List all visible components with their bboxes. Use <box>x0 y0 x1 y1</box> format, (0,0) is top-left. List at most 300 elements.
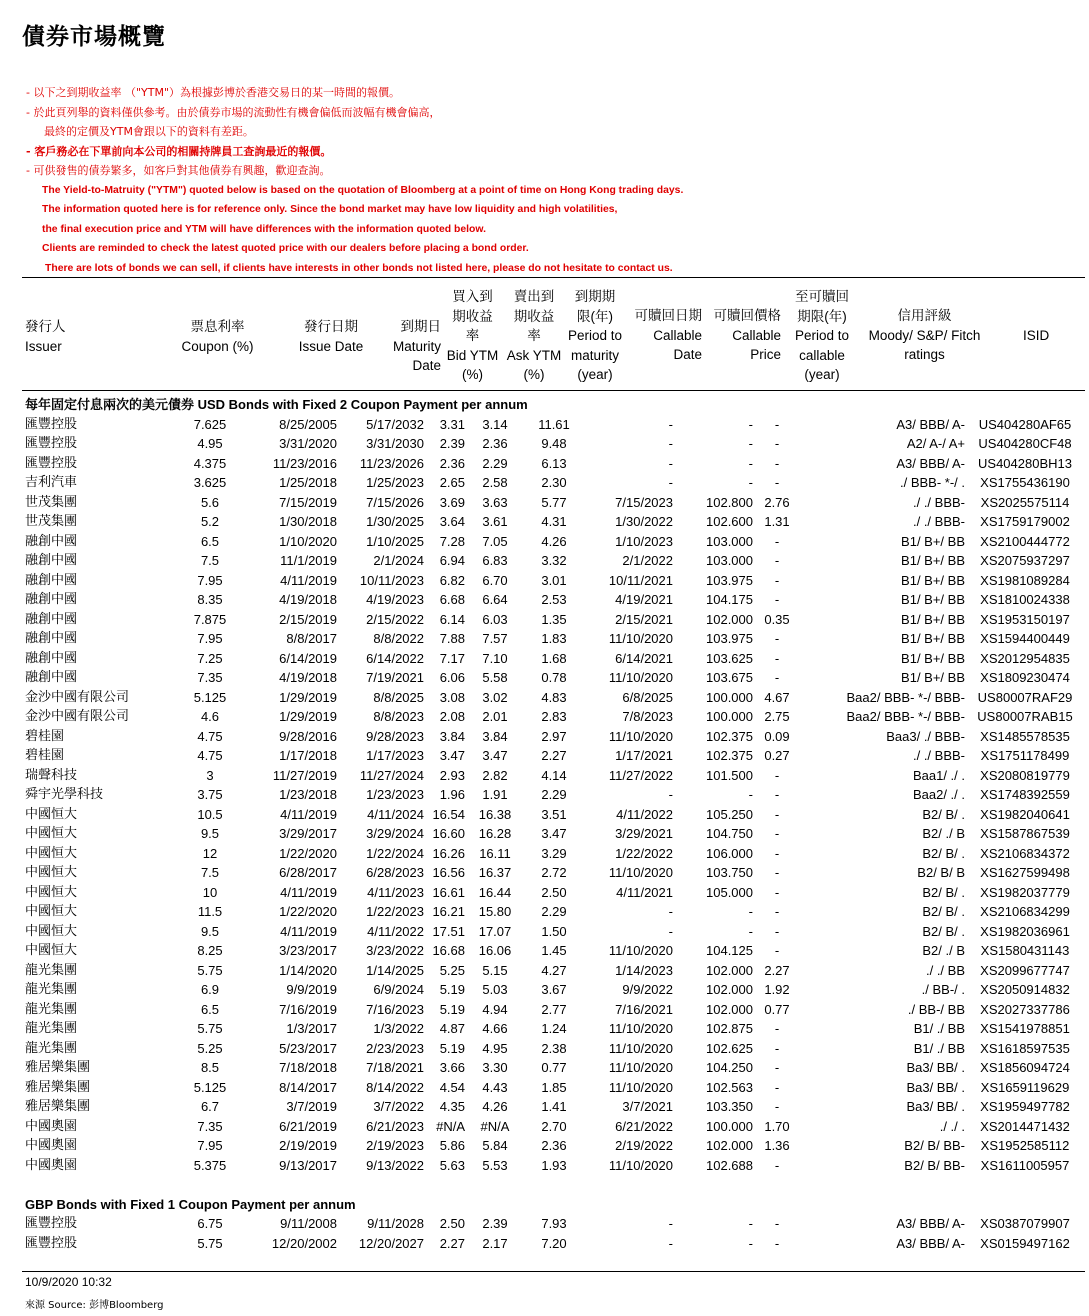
table-cell: 3.67 <box>541 982 567 997</box>
table-cell: 匯豐控股 <box>25 1216 78 1231</box>
table-cell: 4/11/2023 <box>367 884 424 900</box>
table-cell: 1/22/2023 <box>366 904 424 919</box>
table-cell: 中國奧園 <box>25 1157 78 1173</box>
table-cell: 2.29 <box>482 455 508 471</box>
table-cell: - <box>774 845 780 861</box>
table-cell: 0.27 <box>764 748 790 763</box>
table-cell: - <box>774 416 780 432</box>
table-cell: 融創中國 <box>25 572 78 588</box>
table-cell: XS1959497782 <box>980 1099 1070 1114</box>
table-cell: - <box>774 1079 780 1095</box>
table-cell: 104.125 <box>706 943 753 958</box>
table-cell: 7/16/2023 <box>366 1001 424 1017</box>
table-cell: 7.5 <box>200 553 220 568</box>
table-cell: 3.31 <box>439 416 465 432</box>
table-cell: 融創中國 <box>25 553 78 568</box>
table-cell: 7.95 <box>197 631 223 646</box>
table-cell: 2/15/2019 <box>279 611 337 627</box>
table-cell: - <box>774 806 780 822</box>
note-en-2: The information quoted here is for reference only. Since the bond market may have low liquidity and high volatilities, <box>42 204 618 215</box>
table-cell: 104.175 <box>706 592 753 607</box>
table-cell: 5.58 <box>482 670 508 685</box>
table-cell: XS1952585112 <box>980 1138 1070 1153</box>
table-cell: 融創中國 <box>25 533 78 549</box>
table-cell: A3/ BBB/ A- <box>896 1235 965 1251</box>
note-en-5: There are lots of bonds we can sell, if clients have interests in other bonds not listed here, please do not hesitate to contact us. <box>45 262 673 274</box>
table-cell: 2.97 <box>541 728 567 744</box>
table-cell: B2/ ./ B <box>922 826 965 841</box>
table-cell: 0.77 <box>541 1060 567 1075</box>
table-cell: 3.84 <box>439 728 465 744</box>
table-cell: 2.50 <box>439 1216 465 1231</box>
table-cell: 金沙中國有限公司 <box>25 689 130 705</box>
table-cell: 2.27 <box>439 1235 465 1251</box>
table-cell: 4/11/2022 <box>367 923 424 939</box>
table-cell: B1/ B+/ BB <box>901 670 965 685</box>
table-row <box>22 668 1085 688</box>
note-en-4: Clients are reminded to check the latest quoted price with our dealers before placing a bond order. <box>42 243 529 254</box>
table-cell: 2.36 <box>541 1138 567 1153</box>
table-cell: 1.96 <box>439 787 465 802</box>
table-cell: 16.44 <box>478 884 512 900</box>
table-cell: 2.27 <box>541 748 567 763</box>
table-row <box>22 824 1085 844</box>
table-cell: 11/1/2019 <box>280 553 337 568</box>
table-cell: 碧桂園 <box>25 748 65 763</box>
table-cell: 2.72 <box>541 865 567 880</box>
col-header-isid: ISID <box>1023 328 1050 343</box>
table-cell: A2/ A-/ A+ <box>906 436 965 451</box>
section-spacer <box>22 1175 1085 1195</box>
table-cell: XS1856094724 <box>980 1060 1070 1075</box>
table-cell: 100.000 <box>706 689 753 705</box>
table-cell: 11/10/2020 <box>608 1060 673 1075</box>
table-cell: 5.75 <box>197 962 223 978</box>
table-cell: 16.37 <box>478 865 512 880</box>
table-cell: 6.03 <box>482 611 508 627</box>
table-cell: 11/10/2020 <box>608 865 673 880</box>
table-cell: 7.10 <box>482 650 508 666</box>
table-cell: - <box>774 670 780 685</box>
table-cell: - <box>668 1216 673 1231</box>
table-cell: ./ ./ BBB- <box>912 514 965 529</box>
table-cell: 2.36 <box>439 455 465 471</box>
table-cell: 中國奧園 <box>25 1118 78 1134</box>
table-row <box>22 805 1085 825</box>
table-cell: 3.08 <box>439 689 465 705</box>
table-cell: - <box>774 1099 780 1114</box>
table-cell: 12/20/2002 <box>271 1235 337 1251</box>
note-en-3: the final execution price and YTM will have differences with the information quoted below. <box>42 223 486 235</box>
table-cell: 105.250 <box>706 806 753 822</box>
table-row <box>22 1019 1085 1039</box>
table-cell: Baa2/ BBB- *-/ BBB- <box>846 709 965 724</box>
table-cell: 4/19/2023 <box>366 592 424 607</box>
table-cell: 106.000 <box>706 845 753 861</box>
table-cell: 7.625 <box>193 416 227 432</box>
table-cell: 8/14/2022 <box>366 1079 424 1095</box>
table-cell: 1.91 <box>482 787 508 802</box>
table-cell: 1/10/2023 <box>615 533 673 549</box>
table-cell: 1.85 <box>541 1079 567 1095</box>
table-cell: 6.75 <box>197 1216 223 1231</box>
table-cell: 11/10/2020 <box>608 728 673 744</box>
table-cell: 1/29/2019 <box>279 689 337 705</box>
table-cell: 1/25/2023 <box>366 475 424 490</box>
table-cell: 3/23/2017 <box>279 943 337 958</box>
table-cell: 2.17 <box>482 1235 508 1251</box>
table-cell: US80007RAF29 <box>977 689 1073 705</box>
table-cell: 7.93 <box>541 1216 567 1231</box>
col-header-coupon: 票息利率 Coupon (%) <box>181 319 254 354</box>
table-cell: - <box>668 475 673 490</box>
table-cell: 16.21 <box>432 904 465 919</box>
table-cell: 4/11/2024 <box>367 806 424 822</box>
table-cell: Baa2/ BBB- *-/ BBB- <box>846 689 965 705</box>
table-cell: 1/30/2025 <box>366 514 424 529</box>
table-row <box>22 785 1085 805</box>
col-header-ask-ytm: 賣出到 期收益 率 Ask YTM (%) <box>506 289 562 382</box>
table-cell: 瑞聲科技 <box>25 767 78 783</box>
table-cell: XS1759179002 <box>980 514 1070 529</box>
table-cell: XS1982040641 <box>980 806 1070 822</box>
table-row <box>22 629 1085 649</box>
table-cell: 2.82 <box>482 767 508 783</box>
table-cell: 2.76 <box>764 494 790 510</box>
table-cell: 5.125 <box>193 689 227 705</box>
table-cell: - <box>668 904 673 919</box>
table-cell: 5.25 <box>197 1040 223 1056</box>
table-cell: - <box>774 572 780 588</box>
table-cell: B2/ B/ . <box>922 923 965 939</box>
table-cell: 103.975 <box>706 572 753 588</box>
table-cell: 7.17 <box>439 650 465 666</box>
col-header-callable-price: 可贖回價格 Callable Price <box>713 308 781 362</box>
table-cell: 103.750 <box>706 865 753 880</box>
table-cell: 7.88 <box>439 631 465 646</box>
col-header-period-maturity: 到期期 限(年) Period to maturity (year) <box>567 289 623 382</box>
table-cell: 1/3/2017 <box>286 1021 337 1036</box>
table-cell: 5.25 <box>439 962 465 978</box>
table-cell: 8.5 <box>200 1060 220 1075</box>
table-cell: - <box>774 1021 780 1036</box>
table-cell: 融創中國 <box>25 670 78 685</box>
header-top-rule <box>22 277 1085 278</box>
table-cell: 6/14/2021 <box>615 650 673 666</box>
table-cell: 2/1/2022 <box>622 553 673 568</box>
table-cell: #N/A <box>480 1118 510 1134</box>
table-cell: 中國恒大 <box>25 865 78 880</box>
table-cell: ./ BB-/ BB <box>907 1001 965 1017</box>
table-cell: 8.25 <box>197 943 223 958</box>
table-cell: 9.48 <box>541 436 567 451</box>
table-cell: 103.975 <box>706 631 753 646</box>
table-cell: 103.675 <box>706 670 753 685</box>
table-cell: 中國恒大 <box>25 923 78 939</box>
table-cell: 11/27/2019 <box>272 767 337 783</box>
table-row <box>22 688 1085 708</box>
table-cell: A3/ BBB/ A- <box>896 416 965 432</box>
table-cell: 0.77 <box>764 1001 790 1017</box>
table-cell: 9.5 <box>200 923 220 939</box>
table-cell: 105.000 <box>706 884 753 900</box>
table-cell: 8/8/2025 <box>373 689 424 705</box>
table-cell: XS2080819779 <box>980 767 1070 783</box>
table-cell: XS2027337786 <box>980 1001 1070 1017</box>
table-cell: 102.000 <box>706 611 753 627</box>
table-cell: 1/22/2024 <box>366 845 424 861</box>
table-cell: XS2014471432 <box>980 1118 1070 1134</box>
table-cell: - <box>748 475 753 490</box>
table-row <box>22 766 1085 786</box>
table-cell: 16.60 <box>432 826 465 841</box>
note-zh-5: - 可供發售的債券繁多，如客戶對其他債券有興趣，歡迎查詢。 <box>26 164 331 177</box>
table-cell: 7/18/2021 <box>366 1060 424 1075</box>
table-cell: 7.20 <box>541 1235 567 1251</box>
table-cell: 7/18/2018 <box>279 1060 337 1075</box>
table-cell: - <box>774 865 780 880</box>
table-cell: 3.66 <box>439 1060 465 1075</box>
table-cell: 2.77 <box>541 1001 567 1017</box>
table-cell: 1.35 <box>541 611 567 627</box>
table-cell: 7.35 <box>197 1118 223 1134</box>
table-cell: 6.06 <box>439 670 465 685</box>
table-cell: 7/15/2026 <box>366 494 424 510</box>
table-cell: 中國恒大 <box>25 904 78 919</box>
table-cell: 舜宇光學科技 <box>25 787 104 802</box>
table-cell: 16.28 <box>478 826 512 841</box>
table-cell: XS2075937297 <box>980 553 1070 568</box>
table-cell: A3/ BBB/ A- <box>896 1216 965 1231</box>
table-cell: - <box>748 1235 753 1251</box>
table-cell: 4.83 <box>541 689 567 705</box>
table-cell: 11/23/2016 <box>272 455 337 471</box>
table-cell: 4.14 <box>541 767 567 783</box>
table-cell: - <box>748 1216 753 1231</box>
table-cell: 4.26 <box>541 533 567 549</box>
table-cell: 15.80 <box>478 904 512 919</box>
table-cell: 102.875 <box>706 1021 753 1036</box>
table-cell: 10.5 <box>197 806 223 822</box>
table-cell: 融創中國 <box>25 650 78 666</box>
table-cell: #N/A <box>436 1118 465 1134</box>
table-cell: 103.000 <box>706 553 753 568</box>
table-cell: XS1810024338 <box>980 592 1070 607</box>
table-row <box>22 707 1085 727</box>
table-cell: 4/11/2019 <box>280 923 337 939</box>
table-cell: B2/ ./ B <box>922 943 965 958</box>
table-cell: B1/ B+/ BB <box>901 553 965 568</box>
table-row <box>22 512 1085 532</box>
table-cell: A3/ BBB/ A- <box>896 455 965 471</box>
table-cell: 102.625 <box>706 1040 753 1056</box>
table-cell: 6/21/2019 <box>279 1118 337 1134</box>
table-cell: 5.2 <box>200 514 220 529</box>
table-cell: B1/ ./ BB <box>913 1021 965 1036</box>
table-cell: - <box>774 455 780 471</box>
table-cell: XS1587867539 <box>980 826 1070 841</box>
table-cell: - <box>748 787 753 802</box>
table-cell: 102.000 <box>706 1138 753 1153</box>
table-cell: 4/11/2019 <box>280 572 337 588</box>
table-cell: 3/23/2022 <box>366 943 424 958</box>
table-cell: XS1611005957 <box>980 1157 1070 1173</box>
table-row <box>22 1078 1085 1098</box>
table-cell: B2/ B/ B <box>917 865 965 880</box>
table-cell: 16.56 <box>432 865 465 880</box>
col-header-maturity: 到期日 Maturity Date <box>392 319 441 373</box>
table-cell: - <box>774 650 780 666</box>
table-row <box>22 551 1085 571</box>
table-cell: 11/10/2020 <box>608 1021 673 1036</box>
table-cell: 2.38 <box>541 1040 567 1056</box>
table-cell: 9/28/2016 <box>279 728 337 744</box>
table-cell: 10/11/2023 <box>359 572 424 588</box>
table-row <box>22 902 1085 922</box>
table-cell: 7/8/2023 <box>622 709 673 724</box>
table-cell: - <box>748 436 753 451</box>
table-cell: 102.800 <box>706 494 753 510</box>
table-cell: 4/19/2018 <box>279 670 337 685</box>
col-header-bid-ytm: 買入到 期收益 率 Bid YTM (%) <box>446 289 499 382</box>
table-cell: - <box>668 416 673 432</box>
table-cell: - <box>668 1235 673 1251</box>
table-cell: 1/10/2020 <box>279 533 337 549</box>
table-cell: US80007RAB15 <box>977 709 1073 724</box>
table-cell: 3.625 <box>193 475 227 490</box>
footer-rule <box>22 1271 1085 1272</box>
table-cell: 16.61 <box>432 884 465 900</box>
table-cell: 2.27 <box>764 962 790 978</box>
table-cell: - <box>774 923 780 939</box>
table-cell: 5.15 <box>482 962 508 978</box>
table-cell: 2.39 <box>439 436 465 451</box>
table-cell: 龍光集團 <box>25 1001 78 1017</box>
table-cell: 3.61 <box>482 514 508 529</box>
table-cell: 11/10/2020 <box>608 631 673 646</box>
table-cell: 1/23/2023 <box>366 787 424 802</box>
table-cell: 6.83 <box>482 553 508 568</box>
table-cell: US404280BH13 <box>978 455 1072 471</box>
table-cell: 9/11/2008 <box>280 1216 337 1231</box>
source-note: 來源 Source: 彭博Bloomberg <box>25 1300 164 1311</box>
table-row <box>22 473 1085 493</box>
table-row <box>22 883 1085 903</box>
table-cell: - <box>748 904 753 919</box>
table-row <box>22 961 1085 981</box>
table-cell: 7.95 <box>197 1138 223 1153</box>
table-cell: 102.375 <box>706 748 753 763</box>
table-cell: 9/28/2023 <box>366 728 424 744</box>
table-row <box>22 1039 1085 1059</box>
table-cell: 3.47 <box>541 826 567 841</box>
timestamp: 10/9/2020 10:32 <box>25 1275 112 1289</box>
note-zh-1: - 以下之到期收益率 （"YTM"）為根據彭博於香港交易日的某一時間的報價。 <box>26 86 401 99</box>
table-cell: B1/ B+/ BB <box>901 611 965 627</box>
table-cell: 4.43 <box>482 1079 508 1095</box>
table-cell: 10 <box>202 884 218 900</box>
table-cell: 9/9/2019 <box>286 982 337 997</box>
table-cell: - <box>774 533 780 549</box>
table-row <box>22 746 1085 766</box>
table-cell: 103.350 <box>706 1099 753 1114</box>
table-cell: XS1953150197 <box>980 611 1070 627</box>
table-cell: 4/11/2019 <box>280 884 337 900</box>
table-cell: B1/ ./ BB <box>913 1040 965 1056</box>
table-row <box>22 922 1085 942</box>
table-cell: 7.05 <box>482 533 508 549</box>
table-cell: ./ ./ BB <box>925 962 965 978</box>
table-cell: - <box>748 416 753 432</box>
table-cell: 中國恒大 <box>25 943 78 958</box>
table-cell: 2.39 <box>482 1216 508 1231</box>
table-cell: 3.47 <box>482 748 508 763</box>
table-cell: 融創中國 <box>25 592 78 607</box>
table-cell: XS1627599498 <box>980 865 1070 880</box>
table-cell: 1.83 <box>541 631 567 646</box>
table-cell: 7.5 <box>200 865 220 880</box>
table-cell: 5.77 <box>541 494 567 510</box>
table-cell: 2.30 <box>541 475 567 490</box>
table-cell: B1/ B+/ BB <box>901 631 965 646</box>
table-cell: - <box>774 943 780 958</box>
table-cell: 中國恒大 <box>25 806 78 822</box>
table-cell: XS0387079907 <box>980 1216 1070 1231</box>
table-cell: 6.68 <box>439 592 465 607</box>
table-cell: 3/7/2022 <box>373 1099 424 1114</box>
table-cell: - <box>774 631 780 646</box>
table-cell: 102.688 <box>706 1157 753 1173</box>
table-cell: 4.95 <box>482 1040 508 1056</box>
table-cell: 4.94 <box>482 1001 508 1017</box>
table-cell: 吉利汽車 <box>25 475 78 490</box>
note-en-1: The Yield-to-Matruity ("YTM") quoted below is based on the quotation of Bloomberg at a point of time on Hong Kong trading days. <box>42 184 684 196</box>
table-cell: 11/23/2026 <box>359 455 424 471</box>
table-cell: XS1751178499 <box>980 748 1070 763</box>
table-cell: XS1594400449 <box>980 631 1070 646</box>
table-cell: 4.87 <box>439 1021 465 1036</box>
table-cell: B1/ B+/ BB <box>901 592 965 607</box>
table-cell: 1/10/2025 <box>366 533 424 549</box>
table-cell: 2.93 <box>439 767 465 783</box>
table-cell: 4.75 <box>197 728 223 744</box>
table-cell: 3/7/2019 <box>286 1099 337 1114</box>
table-cell: 1/14/2025 <box>366 962 424 978</box>
col-header-issuer: 發行人 Issuer <box>25 319 66 354</box>
table-cell: XS2025575114 <box>980 494 1070 510</box>
table-cell: 1/30/2022 <box>615 514 673 529</box>
page-title: 債券市場概覽 <box>22 24 166 50</box>
table-cell: 4.95 <box>197 436 223 451</box>
table-cell: 4/11/2022 <box>616 806 673 822</box>
col-header-callable-date: 可贖回日期 Callable Date <box>634 308 702 362</box>
table-cell: - <box>774 1235 780 1251</box>
table-cell: Baa3/ ./ BBB- <box>886 728 965 744</box>
table-cell: 龍光集團 <box>25 962 78 978</box>
table-row <box>22 941 1085 961</box>
table-cell: 3.32 <box>541 553 567 568</box>
table-cell: 5/17/2032 <box>366 416 424 432</box>
note-zh-4: - 客戶務必在下單前向本公司的相關持牌員工查詢最近的報價。 <box>26 144 332 158</box>
table-cell: 世茂集團 <box>25 514 78 529</box>
table-cell: 100.000 <box>706 709 753 724</box>
table-row <box>22 1156 1085 1176</box>
table-cell: 11/10/2020 <box>608 1157 673 1173</box>
table-cell: 16.38 <box>478 806 512 822</box>
table-cell: 中國奧園 <box>25 1138 78 1153</box>
table-cell: 5.53 <box>482 1157 508 1173</box>
table-cell: US404280AF65 <box>978 416 1072 432</box>
